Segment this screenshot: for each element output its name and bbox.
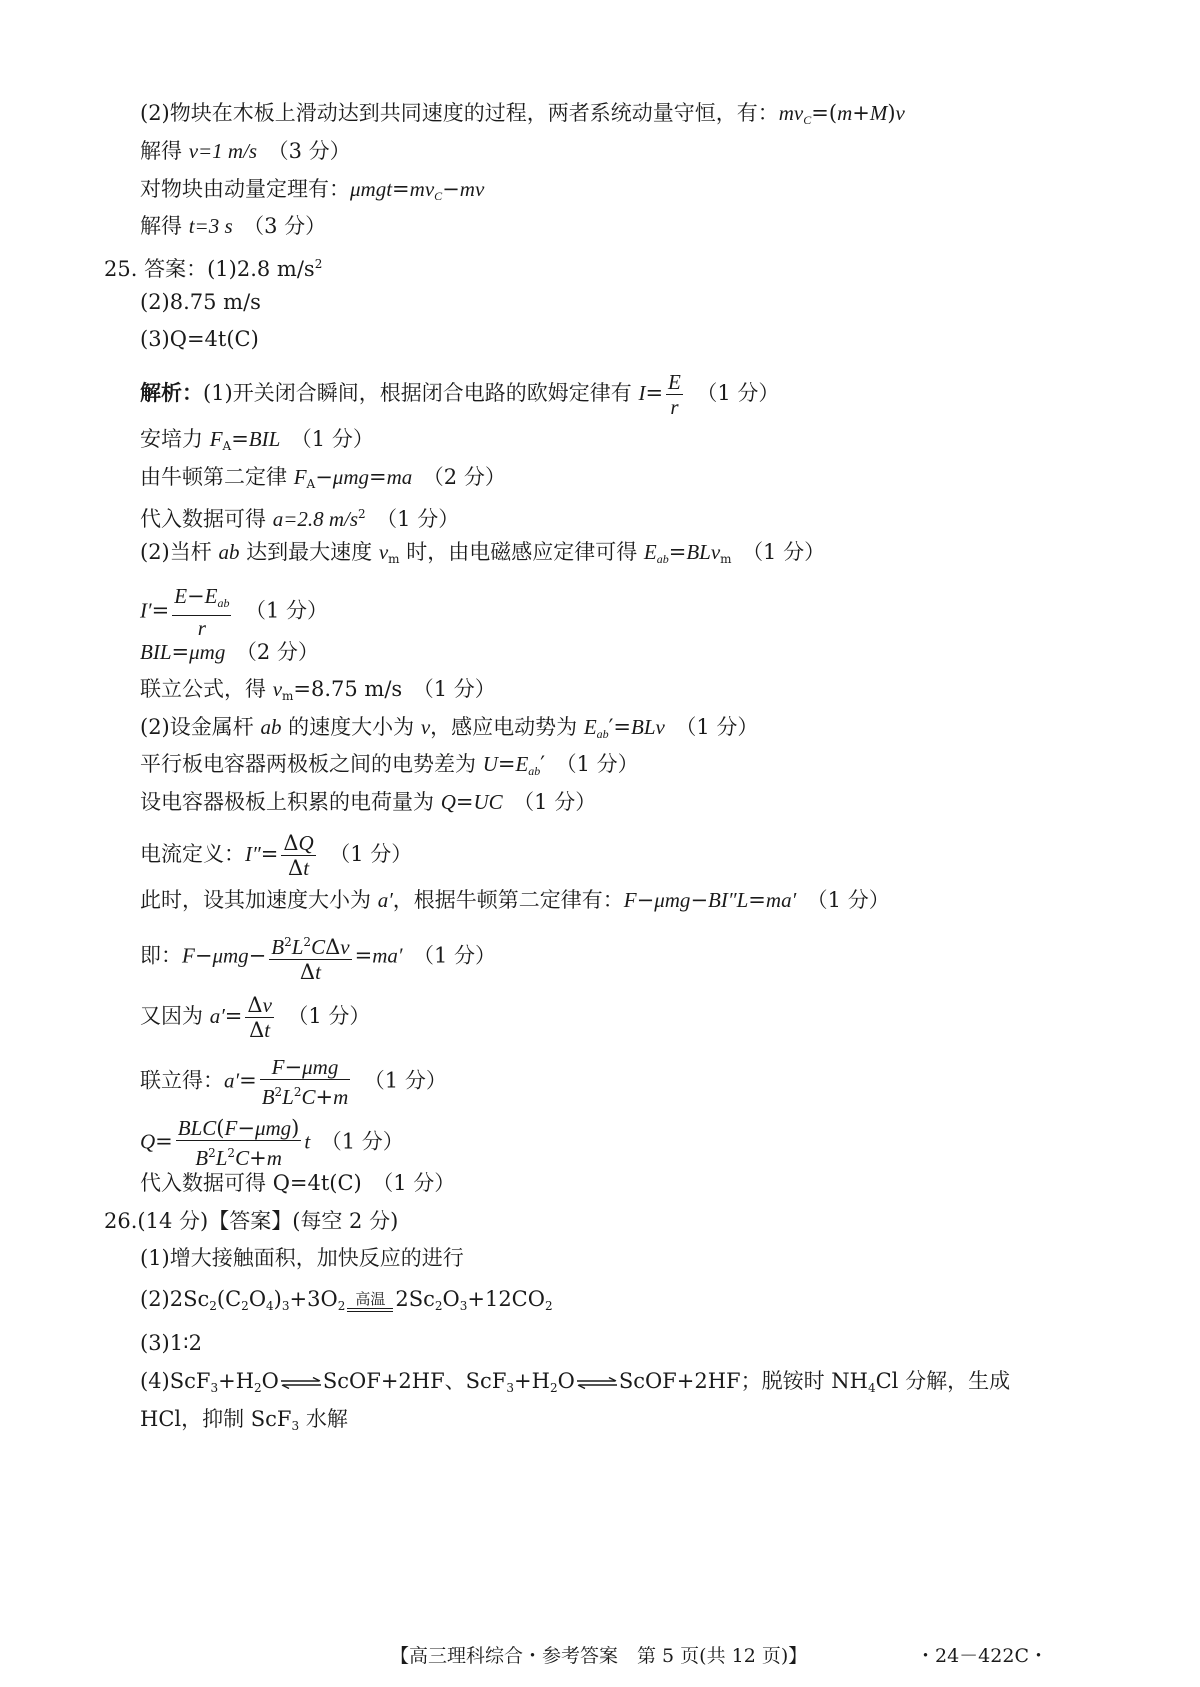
q26-answer-1: (1)增大接触面积，加快反应的进行	[140, 1246, 464, 1270]
analysis-label: 解析：	[140, 380, 203, 405]
q26-header: 26.(14 分)【答案】(每空 2 分)	[104, 1209, 399, 1233]
q25-analysis-16: 联立得：a′= $\frac{\text{F−μmg}}{B^2L^2C+m}$ （1 分）	[140, 1055, 447, 1109]
q25-analysis-14: 即：F−μmg− $\frac{B^2L^2C\Delta v}{\Delta t}$ =ma′ （1 分）	[140, 930, 496, 984]
q25-analysis-13: 此时，设其加速度大小为 a′，根据牛顿第二定律有：F−μmg−BI″L=ma′ （1 分）	[140, 888, 890, 912]
q25-answer-1: 25. 答案：(1)2.8 $m/s^2$	[104, 257, 323, 281]
formula: μmgt	[350, 177, 393, 201]
fraction: $\frac{\text{F−μmg}}{B^2L^2C+m}$	[261, 1055, 349, 1109]
footer-code: ・24－422C・	[916, 1645, 1048, 1667]
text: 解得	[140, 139, 182, 163]
points: （3 分）	[278, 139, 351, 163]
q25-analysis-2: 安培力 $F_A=BIL$ （1 分）	[140, 427, 374, 453]
text: 答案：(1)2.8 m/s	[144, 257, 315, 281]
q25-analysis-3: 由牛顿第二定律 $F_A-\mu mg=ma$ （2 分）	[140, 465, 506, 491]
equilibrium-arrow-icon	[279, 1377, 323, 1389]
q25-analysis-15: 又因为 a′= $\frac{\Delta v}{\Delta t}$ （1 分）	[140, 993, 371, 1042]
fraction: $\frac{\Delta v}{\Delta t}$	[247, 993, 272, 1042]
question-number: 26.	[104, 1209, 138, 1233]
q25-analysis-4: 代入数据可得 a=2.8 $m/s^2$ （1 分）	[140, 507, 460, 531]
q26-answer-3: (3)1∶2	[140, 1331, 202, 1355]
line-24-2d	[140, 211, 326, 241]
formula: t=3 s	[188, 214, 233, 238]
q25-analysis-9: (2)设金属杆 ab 的速度大小为 v，感应电动势为 $E_{ab}'=BLv$ （1 分）	[140, 715, 759, 741]
q25-analysis-12: 电流定义：I″= $\frac{\Delta Q}{\Delta t}$ （1 分）	[140, 831, 413, 880]
text: (2)物块在木板上滑动达到共同速度的过程，两者系统动量守恒，有：	[140, 101, 779, 125]
q26-answer-4: $(4)ScF_3+H_2O$ ScOF+2HF、$ScF_3+H_2O$ ScOF+2HF；脱铵时 $NH_4Cl$ 分解，生成	[140, 1369, 1011, 1395]
q25-analysis-10: 平行板电容器两极板之间的电势差为 $U=E_{ab}'$ （1 分）	[140, 752, 639, 778]
q25-analysis-1: 解析：(1)开关闭合瞬间，根据闭合电路的欧姆定律有 I= $\frac{E}{r}$ （1 分）	[140, 370, 780, 419]
q25-analysis-7: BIL=μmg （2 分）	[140, 640, 319, 664]
text: (1)开关闭合瞬间，根据闭合电路的欧姆定律有	[203, 381, 632, 405]
q25-analysis-8: 联立公式，得 $v_m=8.75$ m/s （1 分）	[140, 677, 496, 703]
fraction: $\frac{\text{BLC(F−μmg)}}{B^2L^2C+m}$	[177, 1116, 300, 1170]
question-number: 25.	[104, 257, 138, 281]
fraction: $\frac{E-E_{ab}}{r}$	[174, 584, 230, 640]
q25-answer-2: (2)8.75 m/s	[140, 290, 261, 314]
line-24-2a: (2)物块在木板上滑动达到共同速度的过程，两者系统动量守恒，有：$mv_C=(m+M)v$	[140, 101, 905, 127]
q25-analysis-17: Q= $\frac{\text{BLC(F−μmg)}}{B^2L^2C+m}$ t （1 分）	[140, 1116, 404, 1170]
formula: v=1 m/s	[188, 139, 258, 163]
line-24-2b	[140, 136, 351, 166]
q25-analysis-6: I′= $\frac{E-E_{ab}}{r}$ （1 分）	[140, 584, 329, 640]
fraction: $\frac{B^2L^2C\Delta v}{\Delta t}$	[269, 930, 351, 984]
equilibrium-arrow-icon	[575, 1377, 619, 1389]
q25-answer-3: (3)Q=4t(C)	[140, 327, 259, 351]
fraction: $\frac{\Delta Q}{\Delta t}$	[283, 831, 314, 880]
q25-analysis-5: (2)当杆 ab 达到最大速度 $v_m$ 时，由电磁感应定律可得 $E_{ab}=BLv_m$ （1 分）	[140, 540, 826, 566]
text: 解得	[140, 214, 182, 238]
text: 对物块由动量定理有：	[140, 177, 350, 201]
reaction-condition: 高温	[347, 1290, 393, 1312]
points: （3 分）	[253, 214, 327, 238]
q26-answer-2: $(2)2Sc_2(C_2O_4)_3+3O_2$ 高温 $2Sc_2O_3+12CO_2$	[140, 1287, 553, 1313]
line-24-2c: 对物块由动量定理有：$\mu mgt=mv_C-mv$	[140, 177, 485, 203]
footer-title: 【高三理科综合・参考答案 第 5 页(共 12 页)】	[390, 1645, 808, 1667]
q25-analysis-18: 代入数据可得 Q=4t(C) （1 分）	[140, 1171, 456, 1195]
fraction: $\frac{E}{r}$	[668, 370, 681, 419]
formula: $mv_C$	[778, 101, 812, 127]
q26-answer-5: HCl，抑制 ScF$_3$ 水解	[140, 1407, 348, 1433]
q25-analysis-11: 设电容器极板上积累的电荷量为 Q=UC （1 分）	[140, 790, 597, 814]
